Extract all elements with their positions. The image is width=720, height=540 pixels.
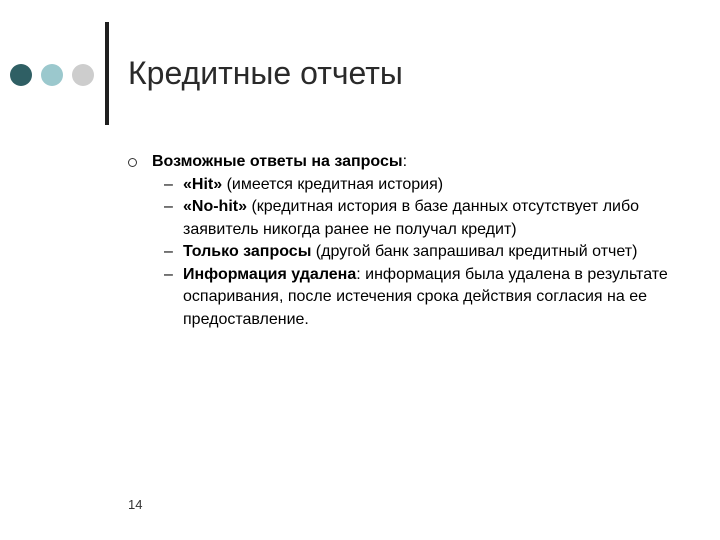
sub-item-inquiries-only [128,241,708,264]
sub-item-text: : информация была удалена в результате оспаривания, после истечения срока действия согласия на ее предоставление. [183,265,668,328]
main-bullet-rest: : [402,153,408,170]
dash-bullet-icon: – [164,175,173,193]
sub-item-text: (кредитная история в базе данных отсутствует либо заявитель никогда ранее не получал кредит) [183,198,640,238]
circle-bullet-icon [128,158,137,167]
sub-item-bold: Только запросы [183,243,312,260]
page-number: 14 [128,497,143,512]
decor-dot-teal [41,64,63,86]
dash-bullet-icon: – [164,198,173,215]
slide-content [128,151,708,331]
title-divider-line [105,22,109,125]
decor-dot-gray [72,64,94,86]
sub-list [128,174,708,332]
sub-item-hit [128,174,708,197]
dash-bullet-icon: – [164,243,173,260]
sub-item-bold: «Hit» [183,175,223,193]
sub-item-text: (имеется кредитная история) [222,175,444,193]
decor-dot-dark [10,64,32,86]
dash-bullet-icon: – [164,265,173,283]
main-bullet-bold: Возможные ответы на запросы [152,153,403,170]
sub-item-text: (другой банк запрашивал кредитный отчет) [311,243,638,260]
sub-item-info-removed [128,264,708,332]
sub-item-no-hit [128,196,708,241]
sub-item-bold: «No-hit» [183,198,247,215]
sub-item-bold: Информация удалена [183,265,357,283]
slide-title: Кредитные отчеты [128,55,403,91]
main-bullet [128,151,708,174]
